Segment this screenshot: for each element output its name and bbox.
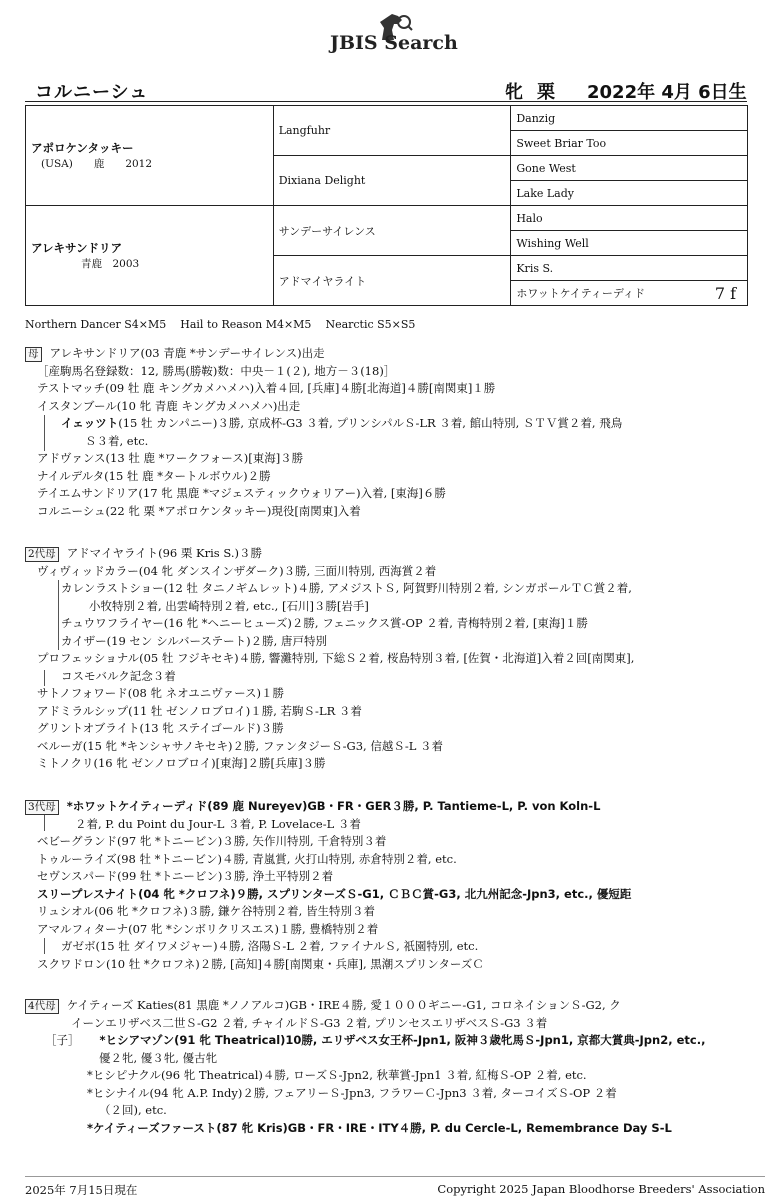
second-dam-line: ミトノクリ(16 牝 ゼンノロブロイ)[東海]２勝[兵庫]３勝: [37, 756, 326, 770]
pedigree-dss[interactable]: Halo: [511, 206, 748, 231]
fourth-dam-line: *ヒシナイル(94 牝 A.P. Indy)２勝, フェアリーＳ-Jpn3, フラワーＣ-Jpn3 ３着, ターコイズＳ-OP ２着: [87, 1085, 617, 1100]
second-dam-line: アドミラルシップ(11 牡 ゼンノロブロイ)１勝, 若駒Ｓ-LR ３着: [37, 703, 362, 718]
second-dam-line: カイザー(19 セン シルバーステート)２勝, 唐戸特別: [61, 633, 327, 648]
pedigree-dd[interactable]: アドマイヤライト: [273, 256, 511, 306]
dam-line: アレキサンドリア(03 青鹿 *サンデーサイレンス)出走: [49, 346, 325, 360]
second-dam-line: ヴィヴィッドカラー(04 牝 ダンスインザダーク)３勝, 三面川特別, 西海賞２着: [37, 563, 437, 578]
section-tag-3rd-dam: 3代母: [25, 800, 59, 815]
pedigree-ss[interactable]: Langfuhr: [273, 106, 511, 156]
dam-name[interactable]: アレキサンドリア: [31, 241, 122, 255]
second-dam-line: チュウワフライヤー(16 牝 *ヘニーヒューズ)２勝, フェニックス賞-OP ２着, 青梅特別２着, [東海]１勝: [61, 616, 588, 630]
inbreeding-item: Northern Dancer S4×M5: [25, 318, 167, 331]
offspring-label: ［子］: [45, 1033, 80, 1047]
fourth-dam-line: 優２牝, 優３牝, 優古牝: [99, 1050, 218, 1065]
pedigree-sd[interactable]: Dixiana Delight: [273, 156, 511, 206]
third-dam-line: *ホワットケイティーディド(89 鹿 Nureyev)GB・FR・GER３勝, P. Tantieme-L, P. von Koln-L: [66, 799, 601, 813]
third-dam-line: スクワドロン(10 牡 *クロフネ)２勝, [高知]４勝[南関東・兵庫], 黒潮スプリンターズＣ: [37, 956, 484, 971]
dam-section: [25, 345, 755, 520]
pedigree-dsd[interactable]: Wishing Well: [511, 231, 748, 256]
pedigree-dam: [26, 206, 274, 306]
sire-info: (USA) 鹿 2012: [41, 158, 153, 170]
inbreeding-item: Hail to Reason M4×M5: [180, 318, 312, 331]
dam-info: 青鹿 2003: [81, 258, 140, 270]
third-dam-line: トゥルーライズ(98 牡 *トニービン)４勝, 青嵐賞, 火打山特別, 赤倉特別２着, etc.: [37, 851, 457, 866]
fourth-dam-line: *ヒシピナクル(96 牝 Theatrical)４勝, ローズＳ-Jpn2, 秋華賞-Jpn1 ３着, 紅梅Ｓ-OP ２着, etc.: [87, 1068, 587, 1082]
dam-line: アドヴァンス(13 牡 鹿 *ワークフォース)[東海]３勝: [37, 451, 304, 465]
inbreeding-item: Nearctic S5×S5: [325, 318, 416, 331]
jbis-search-logo[interactable]: [330, 10, 470, 58]
pedigree-sds[interactable]: Gone West: [511, 156, 748, 181]
fourth-dam-section: [25, 997, 755, 1137]
pedigree-ds[interactable]: サンデーサイレンス: [273, 206, 511, 256]
dam-line: イスタンブール(10 牝 青鹿 キングカメハメハ)出走: [37, 398, 301, 413]
second-dam-line: サトノフォワード(08 牝 ネオユニヴァース)１勝: [37, 686, 285, 700]
third-dam-line: リュシオル(06 牝 *クロフネ)３勝, 鎌ケ谷特別２着, 皆生特別３着: [37, 904, 375, 918]
second-dam-section: [25, 545, 755, 773]
pedigree-ddd-cell: [511, 281, 748, 306]
second-dam-line: カレンラストショー(12 牡 タニノギムレット)４勝, アメジストＳ, 阿賀野川特別２着, シンガポールＴＣ賞２着,: [61, 581, 632, 595]
pedigree-dds[interactable]: Kris S.: [511, 256, 748, 281]
third-dam-line: スリープレスナイト(04 牝 *クロフネ)９勝, スプリンターズＳ-G1, ＣＢＣ賞-G3, 北九州記念-Jpn3, etc., 優短距: [37, 886, 632, 901]
horse-sex: 牝: [505, 82, 523, 103]
pedigree-ssd[interactable]: Sweet Briar Too: [511, 131, 748, 156]
tree-bar: [44, 815, 45, 831]
second-dam-line: ベルーガ(15 牝 *キンシャサノキセキ)２勝, ファンタジーＳ-G3, 信越Ｓ-L ３着: [37, 738, 444, 753]
tree-bar: [58, 580, 59, 650]
dam-offspring-stats: ［産駒馬名登録数：12, 勝馬(勝鞍)数：中央－１(２), 地方－３(18)］: [37, 363, 396, 378]
dam-line: (15 牡 カンパニー)３勝, 京成杯-G3 ３着, プリンシパルＳ-LR ３着, 館山特別, ＳＴＶ賞２着, 飛鳥: [118, 416, 623, 430]
family-number: 7 f: [714, 283, 736, 303]
fourth-dam-line: *ヒシアマゾン(91 牝 Theatrical)10勝, エリザベス女王杯-Jpn1, 阪神３歳牝馬Ｓ-Jpn1, 京都大賞典-Jpn2, etc.,: [99, 1033, 706, 1047]
dam-line: テストマッチ(09 牡 鹿 キングカメハメハ)入着４回, [兵庫]４勝[北海道]４勝[南関東]１勝: [37, 381, 496, 395]
tree-bar: [44, 415, 45, 451]
horse-name: コルニーシュ: [35, 82, 149, 103]
pedigree-ddd[interactable]: ホワットケイティーディド: [516, 287, 646, 300]
footer: [25, 1176, 765, 1197]
dam-line: コルニーシュ(22 牝 栗 *アポロケンタッキー)現役[南関東]入着: [37, 503, 361, 518]
dam-line: Ｓ３着, etc.: [85, 433, 149, 448]
third-dam-line: ２着, P. du Point du Jour-L ３着, P. Lovelace-L ３着: [75, 816, 361, 831]
horse-birth-date: 2022年 4月 6日生: [587, 82, 747, 103]
tree-bar: [44, 670, 45, 686]
third-dam-line: セヴンスパード(99 牡 *トニービン)３勝, 浄土平特別２着: [37, 869, 334, 883]
horse-title-bar: [25, 76, 747, 103]
dam-line: ナイルデルタ(15 牡 鹿 *タートルボウル)２勝: [37, 468, 271, 483]
fourth-dam-line: ケイティーズ Katies(81 黒鹿 *ノノアルコ)GB・IRE４勝, 愛１０００ギニー-G1, コロネイションＳ-G2, ク: [66, 998, 621, 1012]
pedigree-sss[interactable]: Danzig: [511, 106, 748, 131]
second-dam-line: アドマイヤライト(96 栗 Kris S.)３勝: [66, 546, 262, 560]
horse-link[interactable]: イェッツト: [61, 416, 119, 430]
third-dam-section: [25, 798, 755, 973]
third-dam-line: ベビーグランド(97 牝 *トニービン)３勝, 矢作川特別, 千倉特別３着: [37, 834, 387, 848]
pedigree-sdd[interactable]: Lake Lady: [511, 181, 748, 206]
copyright: Copyright 2025 Japan Bloodhorse Breeders' Association: [437, 1182, 765, 1196]
dam-line: テイエムサンドリア(17 牝 黒鹿 *マジェスティックウォリアー)入着, [東海]６勝: [37, 486, 446, 500]
second-dam-line: プロフェッショナル(05 牡 フジキセキ)４勝, 響灘特別, 下総Ｓ２着, 桜島特別３着, [佐賀・北海道]入着２回[南関東],: [37, 651, 635, 665]
tree-bar: [44, 938, 45, 954]
logo-text: JBIS Search: [330, 32, 458, 54]
second-dam-line: グリントオブライト(13 牝 ステイゴールド)３勝: [37, 721, 284, 735]
fourth-dam-line: （２回), etc.: [99, 1103, 167, 1117]
section-tag-dam: 母: [25, 347, 42, 362]
horse-color: 栗: [537, 82, 555, 103]
third-dam-line: ガゼボ(15 牡 ダイワメジャー)４勝, 洛陽Ｓ-L ２着, ファイナルＳ, 祇園特別, etc.: [61, 939, 479, 953]
as-of-date: 2025年 7月15日現在: [25, 1183, 138, 1197]
third-dam-line: アマルフィターナ(07 牝 *シンボリクリスエス)１勝, 豊橋特別２着: [37, 921, 379, 936]
pedigree-table: [25, 105, 748, 306]
second-dam-line: 小牧特別２着, 出雲崎特別２着, etc., [石川]３勝[岩手]: [89, 598, 369, 613]
inbreeding-line: [25, 318, 429, 331]
sire-name[interactable]: アポロケンタッキー: [31, 141, 134, 155]
title-divider: [25, 101, 747, 102]
section-tag-2nd-dam: 2代母: [25, 547, 59, 562]
second-dam-line: コスモバルク記念３着: [61, 668, 176, 683]
pedigree-sire: [26, 106, 274, 206]
section-tag-4th-dam: 4代母: [25, 999, 59, 1014]
fourth-dam-line: イーンエリザベス二世Ｓ-G2 ２着, チャイルドＳ-G3 ２着, プリンセスエリザベスＳ-G3 ３着: [71, 1015, 548, 1030]
fourth-dam-line: *ケイティーズファースト(87 牝 Kris)GB・FR・IRE・ITY４勝, P. du Cercle-L, Remembrance Day S-L: [87, 1120, 672, 1135]
